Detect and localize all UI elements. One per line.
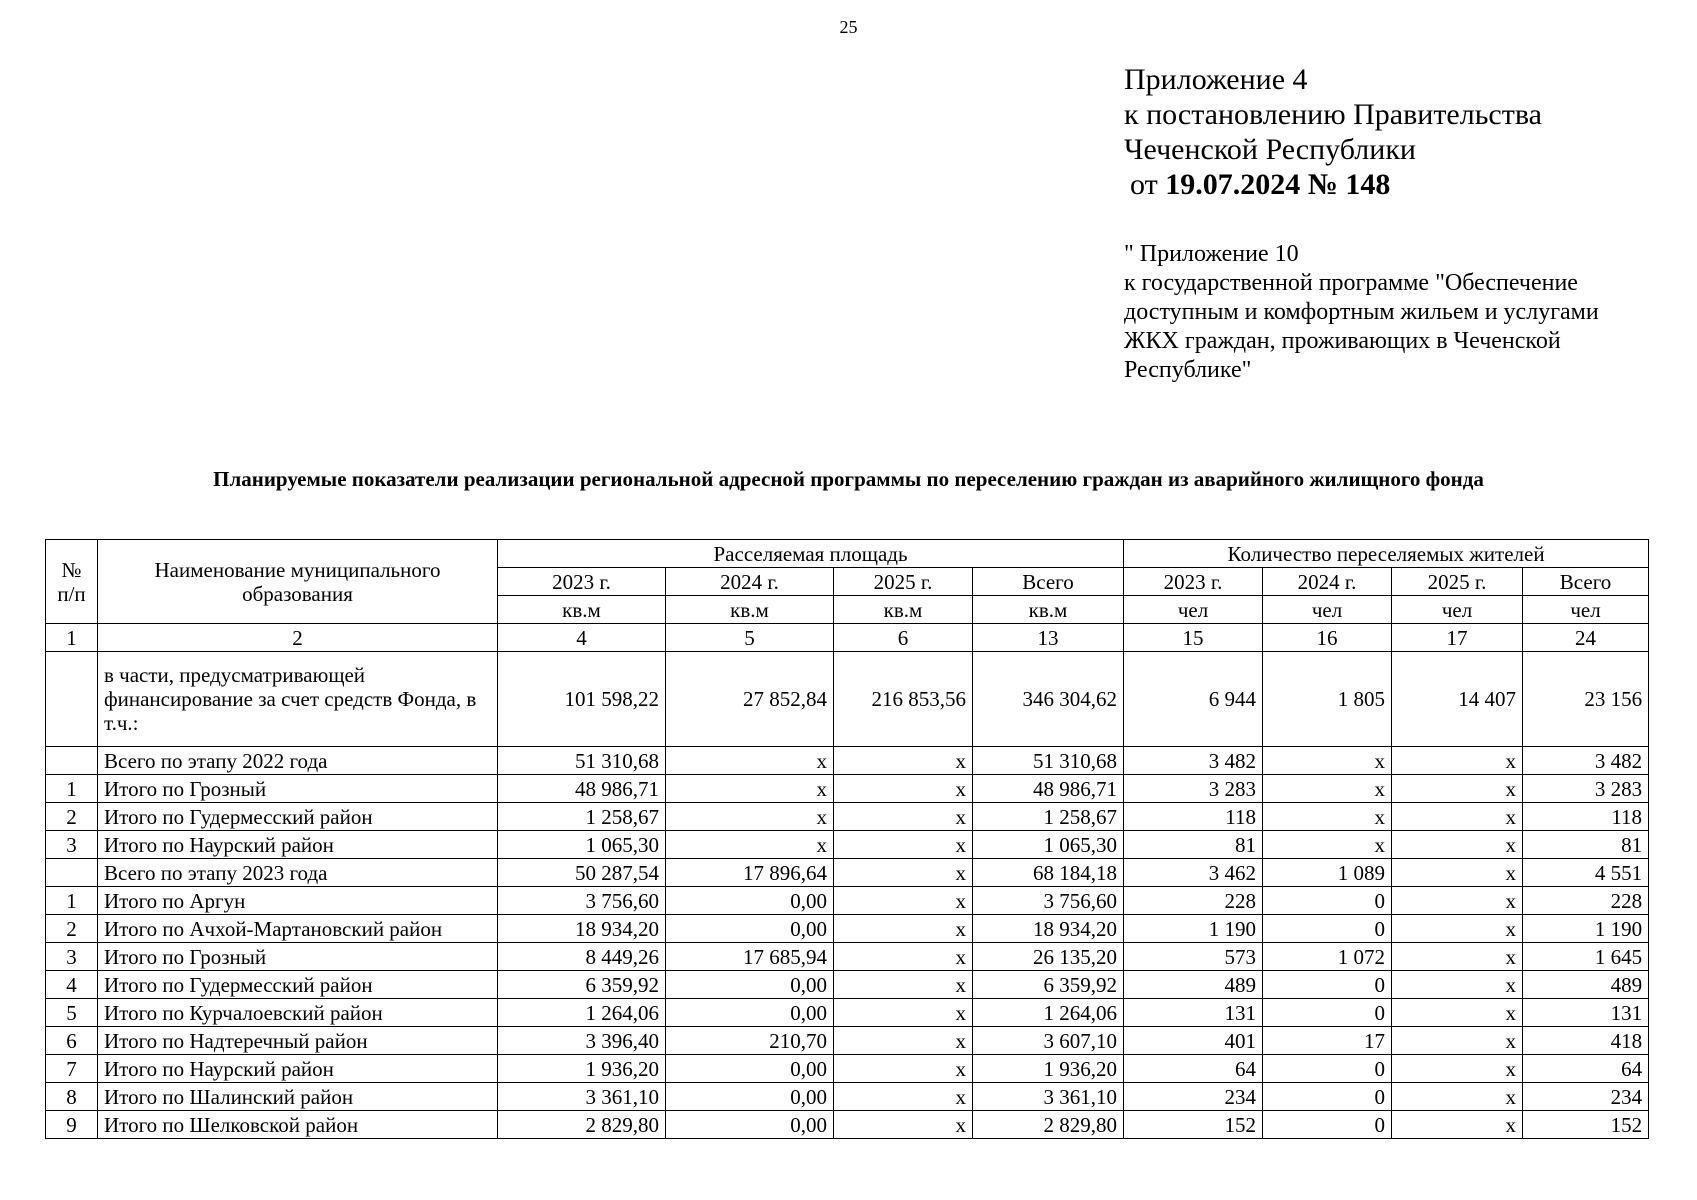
value-cell: 1 936,20 — [498, 1055, 666, 1083]
value-cell: 1 936,20 — [973, 1055, 1124, 1083]
value-cell: x — [834, 831, 973, 859]
header-year-cell: 2025 г. — [1392, 568, 1523, 596]
value-cell: 401 — [1124, 1027, 1263, 1055]
row-number: 6 — [46, 1027, 98, 1055]
municipality-name: Итого по Грозный — [98, 775, 498, 803]
value-cell: 118 — [1124, 803, 1263, 831]
table-row — [46, 652, 1649, 747]
table-row — [46, 999, 1649, 1027]
row-number — [46, 747, 98, 775]
value-cell: 64 — [1124, 1055, 1263, 1083]
value-cell: 1 805 — [1263, 652, 1392, 747]
value-cell: x — [834, 1083, 973, 1111]
municipality-name: Всего по этапу 2023 года — [98, 859, 498, 887]
table-row — [46, 915, 1649, 943]
value-cell: 210,70 — [666, 1027, 834, 1055]
row-number: 3 — [46, 943, 98, 971]
value-cell: 0 — [1263, 971, 1392, 999]
value-cell: x — [666, 803, 834, 831]
municipality-name: Итого по Грозный — [98, 943, 498, 971]
value-cell: 0,00 — [666, 1055, 834, 1083]
value-cell: 1 264,06 — [498, 999, 666, 1027]
value-cell: 3 756,60 — [498, 887, 666, 915]
header-row-column-numbers — [46, 624, 1649, 652]
table-row — [46, 943, 1649, 971]
annex-10-header — [1124, 240, 1664, 385]
value-cell: 101 598,22 — [498, 652, 666, 747]
value-cell: x — [834, 859, 973, 887]
value-cell: 18 934,20 — [498, 915, 666, 943]
municipality-name: в части, предусматривающей финансирование за счет средств Фонда, в т.ч.: — [98, 652, 498, 747]
value-cell: 26 135,20 — [973, 943, 1124, 971]
row-number: 2 — [46, 803, 98, 831]
row-number: 5 — [46, 999, 98, 1027]
annex-4-dateline — [1124, 167, 1542, 202]
value-cell: x — [666, 775, 834, 803]
decree-number: 148 — [1345, 168, 1391, 201]
value-cell: 0,00 — [666, 999, 834, 1027]
value-cell: 6 359,92 — [498, 971, 666, 999]
table-row — [46, 887, 1649, 915]
value-cell: x — [1392, 1111, 1523, 1139]
value-cell: 1 065,30 — [498, 831, 666, 859]
municipality-name: Итого по Наурский район — [98, 1055, 498, 1083]
value-cell: 3 756,60 — [973, 887, 1124, 915]
header-residents-group: Количество переселяемых жителей — [1124, 540, 1649, 568]
value-cell: x — [834, 943, 973, 971]
value-cell: x — [1392, 971, 1523, 999]
column-number-cell: 17 — [1392, 624, 1523, 652]
value-cell: x — [834, 971, 973, 999]
row-number — [46, 652, 98, 747]
value-cell: 48 986,71 — [973, 775, 1124, 803]
table-row — [46, 1111, 1649, 1139]
table-row — [46, 1027, 1649, 1055]
value-cell: 152 — [1124, 1111, 1263, 1139]
table-row — [46, 747, 1649, 775]
table-row — [46, 1055, 1649, 1083]
value-cell: 81 — [1523, 831, 1649, 859]
value-cell: 0 — [1263, 887, 1392, 915]
row-number: 8 — [46, 1083, 98, 1111]
value-cell: x — [1392, 747, 1523, 775]
value-cell: 346 304,62 — [973, 652, 1124, 747]
annex-10-line-3: доступным и комфортным жильем и услугами — [1124, 299, 1599, 325]
value-cell: 27 852,84 — [666, 652, 834, 747]
value-cell: 131 — [1124, 999, 1263, 1027]
value-cell: 1 065,30 — [973, 831, 1124, 859]
value-cell: 2 829,80 — [498, 1111, 666, 1139]
value-cell: 4 551 — [1523, 859, 1649, 887]
value-cell: 17 685,94 — [666, 943, 834, 971]
value-cell: 3 607,10 — [973, 1027, 1124, 1055]
annex-10-line-4: ЖКХ граждан, проживающих в Чеченской — [1124, 328, 1561, 354]
header-unit-cell: чел — [1392, 596, 1523, 624]
number-sign: № — [1307, 168, 1338, 201]
decree-date: 19.07.2024 — [1165, 168, 1301, 201]
value-cell: 1 190 — [1124, 915, 1263, 943]
value-cell: 0 — [1263, 915, 1392, 943]
value-cell: 1 258,67 — [498, 803, 666, 831]
header-year-cell: 2025 г. — [834, 568, 973, 596]
municipality-name: Итого по Аргун — [98, 887, 498, 915]
value-cell: x — [834, 887, 973, 915]
value-cell: 51 310,68 — [973, 747, 1124, 775]
row-number — [46, 859, 98, 887]
value-cell: x — [1392, 775, 1523, 803]
annex-4-line-2: к постановлению Правительства — [1124, 98, 1542, 131]
value-cell: x — [834, 999, 973, 1027]
value-cell: x — [1392, 1027, 1523, 1055]
value-cell: 1 258,67 — [973, 803, 1124, 831]
value-cell: 228 — [1124, 887, 1263, 915]
value-cell: 489 — [1124, 971, 1263, 999]
header-unit-cell: чел — [1124, 596, 1263, 624]
column-number-cell: 15 — [1124, 624, 1263, 652]
value-cell: 152 — [1523, 1111, 1649, 1139]
value-cell: 216 853,56 — [834, 652, 973, 747]
value-cell: x — [834, 747, 973, 775]
header-num: № п/п — [46, 540, 98, 624]
value-cell: 1 645 — [1523, 943, 1649, 971]
header-year-cell: 2024 г. — [666, 568, 834, 596]
row-number: 1 — [46, 887, 98, 915]
row-number: 2 — [46, 915, 98, 943]
value-cell: 0,00 — [666, 1083, 834, 1111]
column-number-cell: 24 — [1523, 624, 1649, 652]
header-unit-cell: чел — [1523, 596, 1649, 624]
table-row — [46, 859, 1649, 887]
value-cell: x — [834, 1111, 973, 1139]
value-cell: 50 287,54 — [498, 859, 666, 887]
row-number: 4 — [46, 971, 98, 999]
municipality-name: Итого по Гудермесский район — [98, 803, 498, 831]
value-cell: 0 — [1263, 1111, 1392, 1139]
value-cell: 17 896,64 — [666, 859, 834, 887]
municipality-name: Итого по Ачхой-Мартановский район — [98, 915, 498, 943]
value-cell: 17 — [1263, 1027, 1392, 1055]
value-cell: 0,00 — [666, 887, 834, 915]
value-cell: x — [834, 775, 973, 803]
value-cell: x — [666, 831, 834, 859]
value-cell: 3 283 — [1124, 775, 1263, 803]
annex-10-line-2: к государственной программе "Обеспечение — [1124, 270, 1578, 296]
value-cell: 3 482 — [1124, 747, 1263, 775]
table-row — [46, 831, 1649, 859]
value-cell: 3 482 — [1523, 747, 1649, 775]
value-cell: 48 986,71 — [498, 775, 666, 803]
header-year-cell: Всего — [973, 568, 1124, 596]
value-cell: x — [1392, 887, 1523, 915]
municipality-name: Итого по Курчалоевский район — [98, 999, 498, 1027]
value-cell: x — [1263, 831, 1392, 859]
row-number: 1 — [46, 775, 98, 803]
municipality-name: Итого по Шалинский район — [98, 1083, 498, 1111]
value-cell: 64 — [1523, 1055, 1649, 1083]
value-cell: 0 — [1263, 1055, 1392, 1083]
header-unit-cell: кв.м — [973, 596, 1124, 624]
table-row — [46, 971, 1649, 999]
annex-4-line-1: Приложение 4 — [1124, 63, 1308, 96]
header-unit-cell: чел — [1263, 596, 1392, 624]
column-number-cell: 4 — [498, 624, 666, 652]
header-year-cell: 2024 г. — [1263, 568, 1392, 596]
table-row — [46, 775, 1649, 803]
value-cell: 131 — [1523, 999, 1649, 1027]
value-cell: x — [1392, 943, 1523, 971]
value-cell: 0 — [1263, 999, 1392, 1027]
value-cell: x — [834, 1055, 973, 1083]
row-number: 7 — [46, 1055, 98, 1083]
value-cell: x — [666, 747, 834, 775]
value-cell: x — [1263, 747, 1392, 775]
value-cell: 3 396,40 — [498, 1027, 666, 1055]
header-year-cell: Всего — [1523, 568, 1649, 596]
value-cell: x — [1392, 831, 1523, 859]
value-cell: x — [834, 915, 973, 943]
value-cell: 18 934,20 — [973, 915, 1124, 943]
value-cell: x — [1392, 803, 1523, 831]
column-number-cell: 16 — [1263, 624, 1392, 652]
value-cell: 418 — [1523, 1027, 1649, 1055]
value-cell: 3 361,10 — [973, 1083, 1124, 1111]
value-cell: 68 184,18 — [973, 859, 1124, 887]
column-number-cell: 2 — [98, 624, 498, 652]
table-row — [46, 803, 1649, 831]
header-area-group: Расселяемая площадь — [498, 540, 1124, 568]
value-cell: 3 462 — [1124, 859, 1263, 887]
value-cell: 23 156 — [1523, 652, 1649, 747]
indicators-table — [45, 539, 1649, 1139]
value-cell: 118 — [1523, 803, 1649, 831]
value-cell: 228 — [1523, 887, 1649, 915]
value-cell: 489 — [1523, 971, 1649, 999]
header-unit-cell: кв.м — [498, 596, 666, 624]
value-cell: 2 829,80 — [973, 1111, 1124, 1139]
document-title: Планируемые показатели реализации региональной адресной программы по переселению граждан из аварийного жилищного фонда — [213, 467, 1484, 491]
header-year-cell: 2023 г. — [1124, 568, 1263, 596]
header-unit-cell: кв.м — [666, 596, 834, 624]
annex-10-line-1: " Приложение 10 — [1124, 241, 1299, 267]
value-cell: x — [834, 803, 973, 831]
value-cell: 1 072 — [1263, 943, 1392, 971]
value-cell: 0 — [1263, 1083, 1392, 1111]
column-number-cell: 5 — [666, 624, 834, 652]
value-cell: 6 359,92 — [973, 971, 1124, 999]
column-number-cell: 1 — [46, 624, 98, 652]
value-cell: 234 — [1124, 1083, 1263, 1111]
value-cell: x — [1392, 859, 1523, 887]
value-cell: x — [834, 1027, 973, 1055]
row-number: 9 — [46, 1111, 98, 1139]
annex-4-header — [1124, 62, 1542, 202]
table-row — [46, 1083, 1649, 1111]
value-cell: 0,00 — [666, 915, 834, 943]
value-cell: 8 449,26 — [498, 943, 666, 971]
value-cell: 234 — [1523, 1083, 1649, 1111]
header-year-cell: 2023 г. — [498, 568, 666, 596]
value-cell: 1 190 — [1523, 915, 1649, 943]
header-unit-cell: кв.м — [834, 596, 973, 624]
page-number: 25 — [839, 17, 858, 37]
municipality-name: Итого по Наурский район — [98, 831, 498, 859]
value-cell: 1 089 — [1263, 859, 1392, 887]
row-number: 3 — [46, 831, 98, 859]
annex-4-line-3: Чеченской Республики — [1124, 133, 1416, 166]
value-cell: 3 283 — [1523, 775, 1649, 803]
column-number-cell: 6 — [834, 624, 973, 652]
date-prefix: от — [1130, 168, 1158, 201]
value-cell: x — [1263, 775, 1392, 803]
value-cell: 573 — [1124, 943, 1263, 971]
municipality-name: Всего по этапу 2022 года — [98, 747, 498, 775]
municipality-name: Итого по Надтеречный район — [98, 1027, 498, 1055]
value-cell: 0,00 — [666, 971, 834, 999]
value-cell: 81 — [1124, 831, 1263, 859]
column-number-cell: 13 — [973, 624, 1124, 652]
value-cell: 51 310,68 — [498, 747, 666, 775]
value-cell: x — [1263, 803, 1392, 831]
header-row-groups — [46, 540, 1649, 568]
value-cell: 0,00 — [666, 1111, 834, 1139]
municipality-name: Итого по Шелковской район — [98, 1111, 498, 1139]
annex-10-line-5: Республике" — [1124, 357, 1252, 383]
value-cell: x — [1392, 999, 1523, 1027]
value-cell: x — [1392, 1083, 1523, 1111]
value-cell: 6 944 — [1124, 652, 1263, 747]
value-cell: x — [1392, 1055, 1523, 1083]
value-cell: 3 361,10 — [498, 1083, 666, 1111]
value-cell: 1 264,06 — [973, 999, 1124, 1027]
value-cell: x — [1392, 915, 1523, 943]
value-cell: 14 407 — [1392, 652, 1523, 747]
municipality-name: Итого по Гудермесский район — [98, 971, 498, 999]
header-name: Наименование муниципального образования — [98, 540, 498, 624]
